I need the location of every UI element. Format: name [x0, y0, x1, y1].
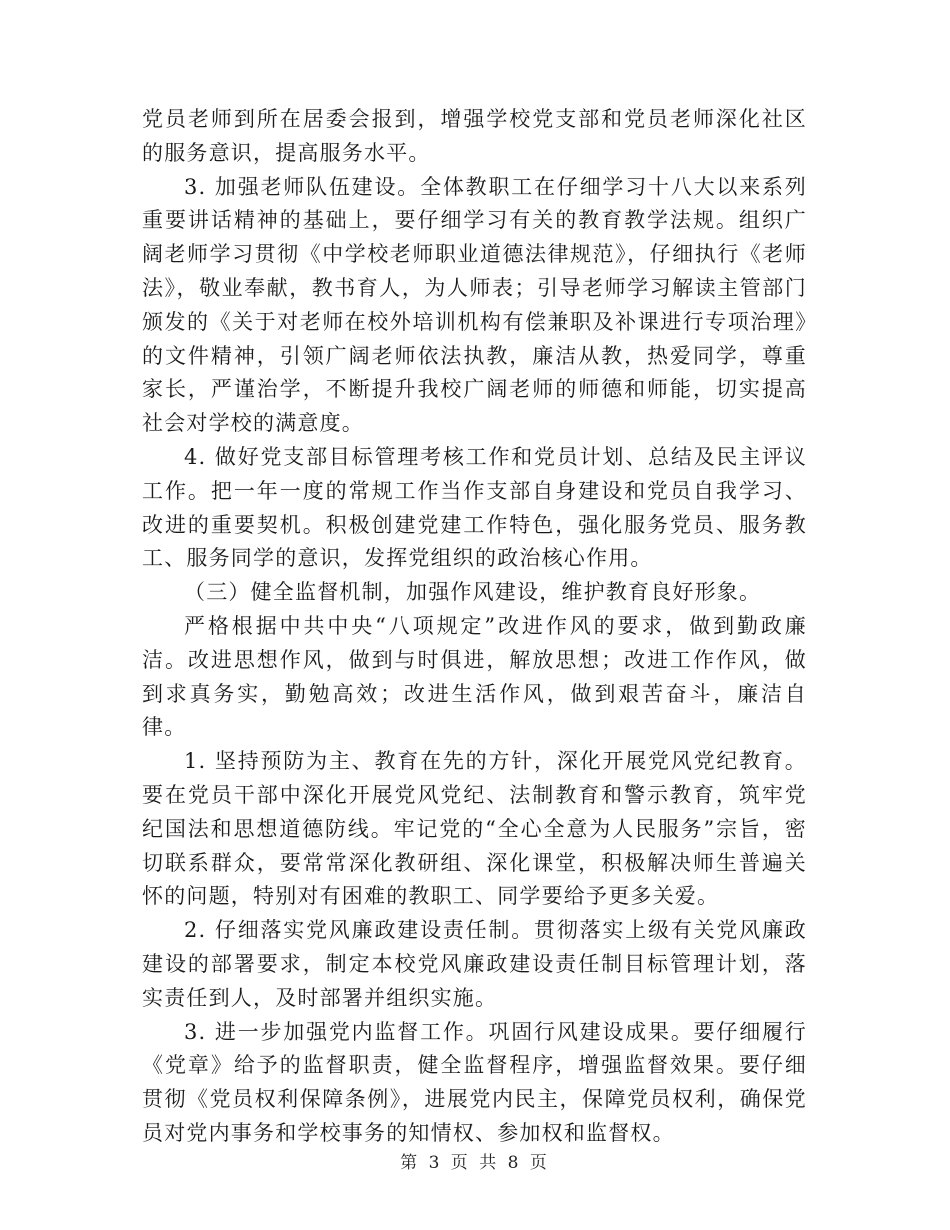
paragraph-prevention-education: 1. 坚持预防为主、教育在先的方针，深化开展党风党纪教育。要在党员干部中深化开展党风党纪、法制教育和警示教育，筑牢党纪国法和思想道德防线。牢记党的“全心全意为人民服务”宗旨，密切联系群众，要常常深化教研组、深化课堂，积极解决师生普遍关怀的问题，特别对有困难的教职工、同学要给予更多关爱。: [142, 749, 807, 909]
section-heading-supervision: （三）健全监督机制，加强作风建设，维护教育良好形象。: [184, 580, 762, 605]
paragraph-teacher-team: 3. 加强老师队伍建设。全体教职工在仔细学习十八大以来系列重要讲话精神的基础上，要仔细学习有关的教育教学法规。组织广阔老师学习贯彻《中学校老师职业道德法律规范》，仔细执行《老师法》，敬业奉献，教书育人，为人师表；引导老师学习解读主管部门颁发的《关于对老师在校外培训机构有偿兼职及补课进行专项治理》的文件精神，引领广阔老师依法执教，廉洁从教，热爱同学，尊重家长，严谨治学，不断提升我校广阔老师的师德和师能，切实提高社会对学校的满意度。: [142, 174, 807, 436]
paragraph-continuation: 党员老师到所在居委会报到，增强学校党支部和党员老师深化社区的服务意识，提高服务水平。: [142, 107, 807, 165]
paragraph-branch-management: 4. 做好党支部目标管理考核工作和党员计划、总结及民主评议工作。把一年一度的常规工作当作支部自身建设和党员自我学习、改进的重要契机。积极创建党建工作特色，强化服务党员、服务教工、服务同学的意识，发挥党组织的政治核心作用。: [142, 444, 807, 571]
paragraph-internal-supervision: 3. 进一步加强党内监督工作。巩固行风建设成果。要仔细履行《党章》给予的监督职责，健全监督程序，增强监督效果。要仔细贯彻《党员权利保障条例》，进展党内民主，保障党员权利，确保党员对党内事务和学校事务的知情权、参加权和监督权。: [142, 1019, 807, 1145]
paragraph-responsibility-system: 2. 仔细落实党风廉政建设责任制。贯彻落实上级有关党风廉政建设的部署要求，制定本校党风廉政建设责任制目标管理计划，落实责任到人，及时部署并组织实施。: [142, 918, 807, 1010]
document-body: [142, 103, 807, 1151]
page-number-footer: 第 3 页 共 8 页: [400, 1153, 550, 1173]
paragraph-eight-rules: 严格根据中共中央“八项规定”改进作风的要求，做到勤政廉洁。改进思想作风，做到与时俱进，解放思想；改进工作作风，做到求真务实，勤勉高效；改进生活作风，做到艰苦奋斗，廉洁自律。: [142, 613, 807, 740]
